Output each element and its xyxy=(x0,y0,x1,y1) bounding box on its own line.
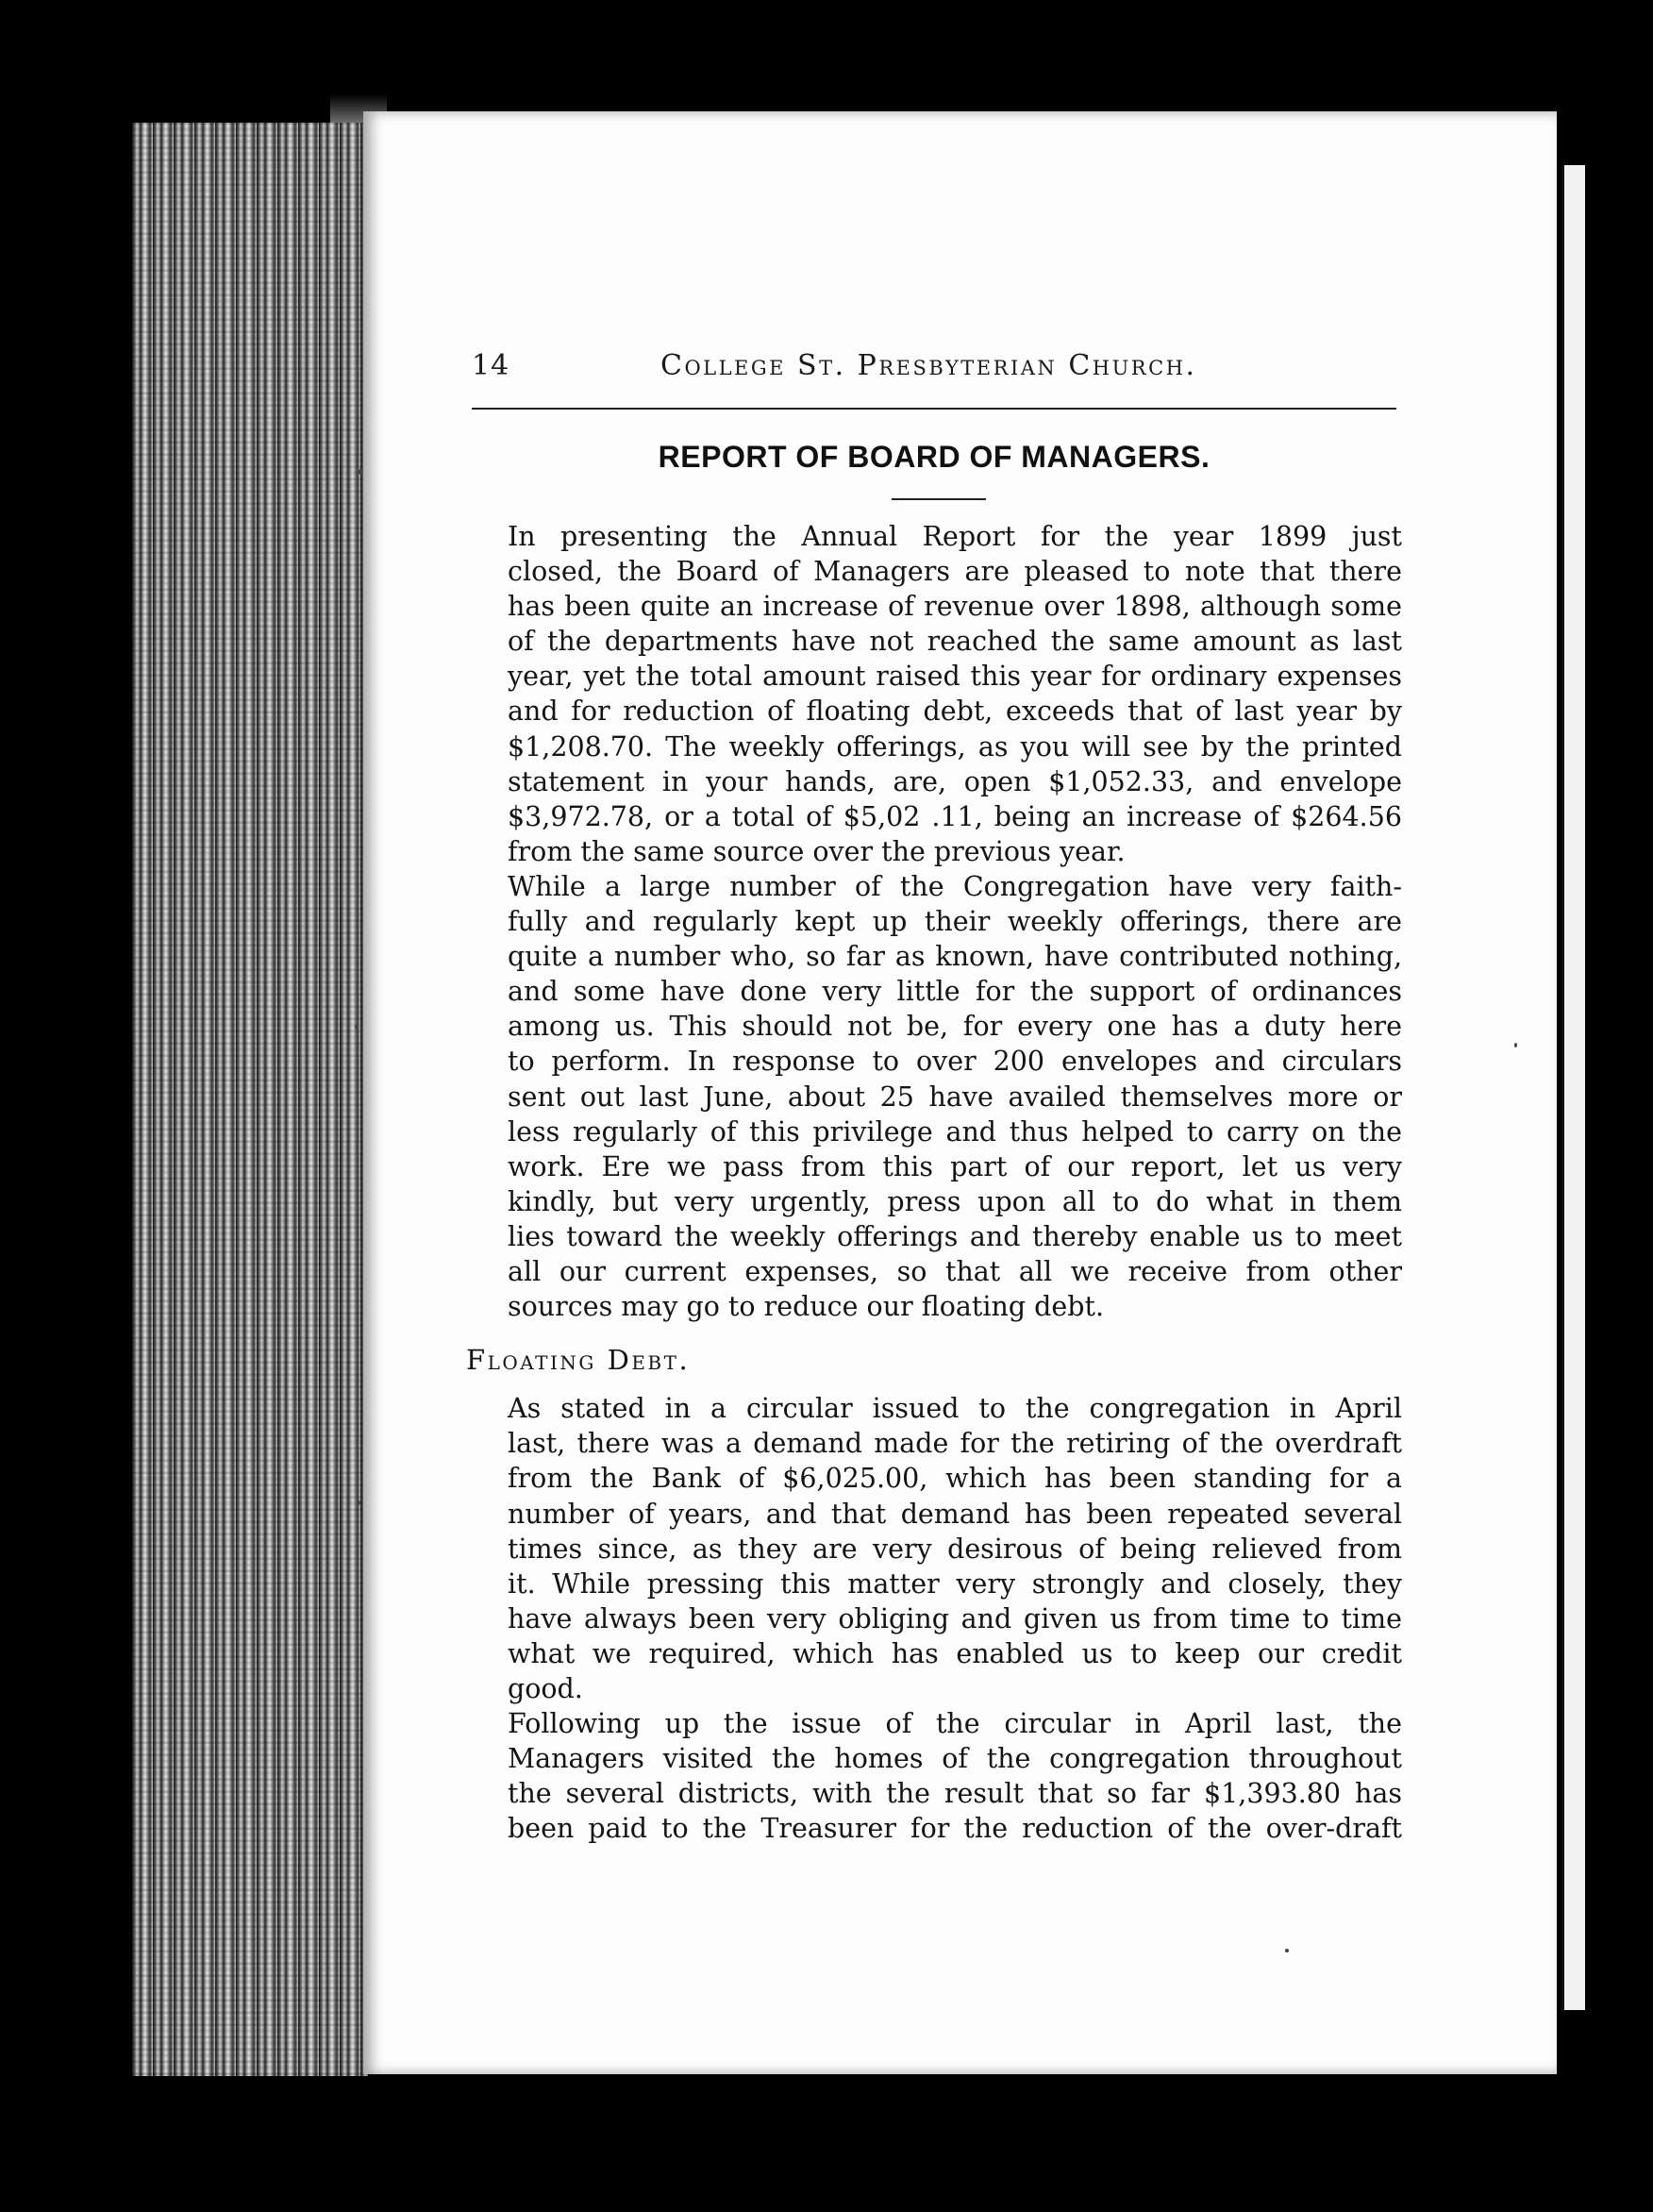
text-line: has been quite an increase of revenue over 1898, although some xyxy=(508,591,1402,623)
text-line: While a large number of the Congregation have very faith- xyxy=(508,870,1402,902)
scan-speck xyxy=(357,1500,360,1505)
text-line: work. Ere we pass from this part of our report, let us very xyxy=(508,1150,1402,1182)
report-title: REPORT OF BOARD OF MANAGERS. xyxy=(658,440,1211,474)
text-line: sent out last June, about 25 have availed themselves more or xyxy=(508,1081,1402,1113)
text-line: good. xyxy=(508,1673,583,1704)
book-page-edges xyxy=(132,123,368,2076)
section-heading: Floating Debt. xyxy=(466,1344,691,1377)
text-line: sources may go to reduce our floating debt. xyxy=(508,1291,1105,1323)
text-line: among us. This should not be, for every one has a duty here xyxy=(508,1011,1402,1043)
paragraph-2 xyxy=(466,869,1402,1324)
text-line: quite a number who, so far as known, have contributed nothing, xyxy=(508,941,1402,973)
text-line: kindly, but very urgently, press upon all to do what in them xyxy=(508,1185,1402,1217)
header-rule xyxy=(472,408,1396,410)
title-rule xyxy=(892,498,986,500)
scan-speck xyxy=(1285,1949,1289,1952)
text-line: Managers visited the homes of the congregation throughout xyxy=(508,1743,1402,1775)
paragraph-3 xyxy=(466,1391,1402,1706)
text-line: from the same source over the previous year. xyxy=(508,835,1126,867)
text-line: As stated in a circular issued to the congregation in April xyxy=(508,1393,1402,1425)
scan-speck xyxy=(355,1024,359,1030)
text-line: closed, the Board of Managers are pleased to note that there xyxy=(508,556,1402,588)
scan-speck xyxy=(359,469,362,475)
text-line: it. While pressing this matter very strongly and closely, they xyxy=(508,1567,1402,1600)
page-number: 14 xyxy=(472,349,510,382)
text-line: lies toward the weekly offerings and thereby enable us to meet xyxy=(508,1220,1402,1252)
text-line: to perform. In response to over 200 envelopes and circulars xyxy=(508,1046,1402,1078)
text-line: of the departments have not reached the same amount as last xyxy=(508,626,1402,658)
text-line: year, yet the total amount raised this year for ordinary expenses xyxy=(508,661,1402,693)
scan-speck xyxy=(1514,1043,1517,1047)
text-line: last, there was a demand made for the retiring of the overdraft xyxy=(508,1428,1402,1460)
report-body xyxy=(466,519,1402,1846)
text-line: $1,208.70. The weekly offerings, as you will see by the printed xyxy=(508,730,1402,762)
text-line: the several districts, with the result that so far $1,393.80 has xyxy=(508,1778,1402,1810)
text-line: fully and regularly kept up their weekly offerings, there are xyxy=(508,906,1402,938)
text-line: what we required, which has enabled us to keep our credit xyxy=(508,1637,1402,1669)
paragraph-1 xyxy=(466,519,1402,869)
text-line: and for reduction of floating debt, exceeds that of last year by xyxy=(508,695,1402,728)
text-line: from the Bank of $6,025.00, which has been standing for a xyxy=(508,1463,1402,1495)
text-line: number of years, and that demand has been repeated several xyxy=(508,1498,1402,1530)
running-title: College St. Presbyterian Church. xyxy=(660,349,1197,382)
adjacent-page-edge xyxy=(1561,165,1585,2010)
text-line: Following up the issue of the circular in April last, the xyxy=(508,1708,1402,1740)
text-line: times since, as they are very desirous of being relieved from xyxy=(508,1533,1402,1565)
text-line: and some have done very little for the support of ordinances xyxy=(508,976,1402,1008)
text-line: been paid to the Treasurer for the reduction of the over-draft xyxy=(508,1813,1402,1845)
page-header xyxy=(472,349,1396,396)
text-line: less regularly of this privilege and thus helped to carry on the xyxy=(508,1115,1402,1148)
text-line: all our current expenses, so that all we receive from other xyxy=(508,1255,1402,1287)
paragraph-4 xyxy=(466,1706,1402,1846)
text-line: $3,972.78, or a total of $5,02 .11, being an increase of $264.56 xyxy=(508,800,1402,832)
text-line: statement in your hands, are, open $1,052.33, and envelope xyxy=(508,765,1402,797)
text-line: In presenting the Annual Report for the year 1899 just xyxy=(508,521,1402,552)
text-line: have always been very obliging and given us from time to time xyxy=(508,1602,1402,1634)
